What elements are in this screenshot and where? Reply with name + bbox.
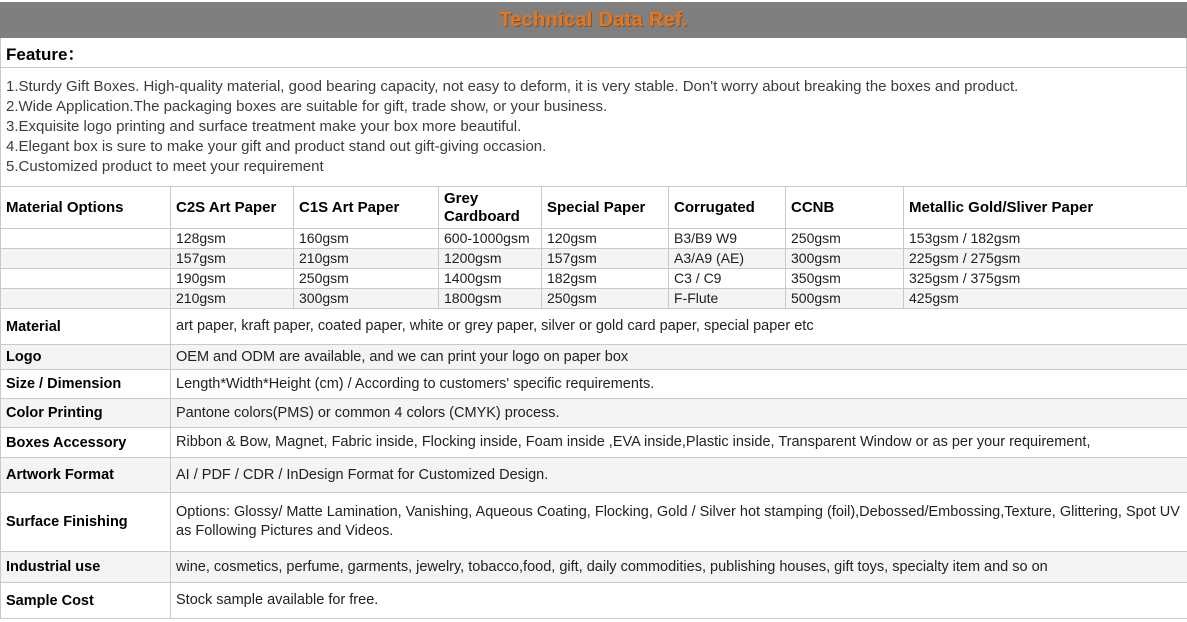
materials-cell: 153gsm / 182gsm — [904, 229, 1187, 249]
materials-cell: 128gsm — [171, 229, 294, 249]
materials-cell — [1, 249, 171, 269]
spec-value: Options: Glossy/ Matte Lamination, Vanishing, Aqueous Coating, Flocking, Gold / Silver hot stamping (foil),Debossed/Embossing,Texture, Glittering, Spot UV as Following Pictures and Videos. — [171, 493, 1187, 552]
spec-value: OEM and ODM are available, and we can print your logo on paper box — [171, 345, 1187, 370]
column-header: Metallic Gold/Sliver Paper — [904, 187, 1187, 229]
materials-cell: 500gsm — [786, 289, 904, 309]
materials-cell: 1800gsm — [439, 289, 542, 309]
spec-row — [1, 428, 1187, 458]
spec-label: Color Printing — [1, 399, 171, 428]
page-title: Technical Data Ref. — [499, 9, 688, 32]
column-header: CCNB — [786, 187, 904, 229]
feature-item: 3.Exquisite logo printing and surface treatment make your box more beautiful. — [6, 117, 1182, 137]
materials-cell: 1400gsm — [439, 269, 542, 289]
materials-cell: 250gsm — [294, 269, 439, 289]
column-header: Special Paper — [542, 187, 669, 229]
spec-row — [1, 552, 1187, 583]
materials-cell: 1200gsm — [439, 249, 542, 269]
spec-row — [1, 370, 1187, 399]
materials-cell: 120gsm — [542, 229, 669, 249]
materials-cell: 300gsm — [786, 249, 904, 269]
materials-cell: 190gsm — [171, 269, 294, 289]
spec-row — [1, 583, 1187, 619]
spec-value: Stock sample available for free. — [171, 583, 1187, 619]
column-header: C1S Art Paper — [294, 187, 439, 229]
spec-label: Industrial use — [1, 552, 171, 583]
materials-cell — [1, 269, 171, 289]
spec-row — [1, 458, 1187, 493]
materials-cell: 210gsm — [171, 289, 294, 309]
feature-item: 4.Elegant box is sure to make your gift and product stand out gift-giving occasion. — [6, 137, 1182, 157]
materials-row — [1, 269, 1187, 289]
materials-cell: 250gsm — [786, 229, 904, 249]
spec-label: Boxes Accessory — [1, 428, 171, 458]
feature-heading-label: Feature： — [6, 40, 84, 65]
feature-item: 1.Sturdy Gift Boxes. High-quality material, good bearing capacity, not easy to deform, it is very stable. Don't worry about breaking the boxes and product. — [6, 77, 1182, 97]
spec-value: Ribbon & Bow, Magnet, Fabric inside, Flocking inside, Foam inside ,EVA inside,Plastic inside, Transparent Window or as per your requirement, — [171, 428, 1187, 458]
materials-cell: 300gsm — [294, 289, 439, 309]
materials-cell: 600-1000gsm — [439, 229, 542, 249]
spec-value: AI / PDF / CDR / InDesign Format for Customized Design. — [171, 458, 1187, 493]
feature-heading — [0, 38, 1187, 68]
materials-cell: 250gsm — [542, 289, 669, 309]
materials-row — [1, 249, 1187, 269]
materials-cell: 182gsm — [542, 269, 669, 289]
materials-cell: 350gsm — [786, 269, 904, 289]
materials-cell — [1, 229, 171, 249]
spec-row — [1, 345, 1187, 370]
materials-cell: 160gsm — [294, 229, 439, 249]
materials-cell: 425gsm — [904, 289, 1187, 309]
materials-cell: F-Flute — [669, 289, 786, 309]
spec-label: Material — [1, 309, 171, 345]
column-header: Corrugated — [669, 187, 786, 229]
materials-header-row — [1, 187, 1187, 229]
materials-row — [1, 229, 1187, 249]
materials-cell: 157gsm — [171, 249, 294, 269]
spec-label: Artwork Format — [1, 458, 171, 493]
feature-list — [0, 68, 1187, 186]
title-bar — [0, 2, 1187, 38]
materials-cell: C3 / C9 — [669, 269, 786, 289]
materials-table-body — [1, 229, 1187, 619]
materials-cell: 325gsm / 375gsm — [904, 269, 1187, 289]
spec-row — [1, 399, 1187, 428]
column-header: Grey Cardboard — [439, 187, 542, 229]
spec-label: Surface Finishing — [1, 493, 171, 552]
spec-value: wine, cosmetics, perfume, garments, jewelry, tobacco,food, gift, daily commodities, publishing houses, gift toys, specialty item and so on — [171, 552, 1187, 583]
spec-value: Length*Width*Height (cm) / According to customers' specific requirements. — [171, 370, 1187, 399]
column-header: Material Options — [1, 187, 171, 229]
feature-item: 5.Customized product to meet your requirement — [6, 157, 1182, 177]
spec-row — [1, 493, 1187, 552]
spec-row — [1, 309, 1187, 345]
materials-cell: 225gsm / 275gsm — [904, 249, 1187, 269]
materials-cell: A3/A9 (AE) — [669, 249, 786, 269]
column-header: C2S Art Paper — [171, 187, 294, 229]
materials-cell: 157gsm — [542, 249, 669, 269]
materials-table — [0, 186, 1187, 619]
materials-cell: B3/B9 W9 — [669, 229, 786, 249]
materials-cell — [1, 289, 171, 309]
spec-value: Pantone colors(PMS) or common 4 colors (CMYK) process. — [171, 399, 1187, 428]
spec-label: Logo — [1, 345, 171, 370]
spec-value: art paper, kraft paper, coated paper, white or grey paper, silver or gold card paper, special paper etc — [171, 309, 1187, 345]
spec-label: Size / Dimension — [1, 370, 171, 399]
materials-cell: 210gsm — [294, 249, 439, 269]
spec-label: Sample Cost — [1, 583, 171, 619]
feature-item: 2.Wide Application.The packaging boxes are suitable for gift, trade show, or your business. — [6, 97, 1182, 117]
materials-row — [1, 289, 1187, 309]
